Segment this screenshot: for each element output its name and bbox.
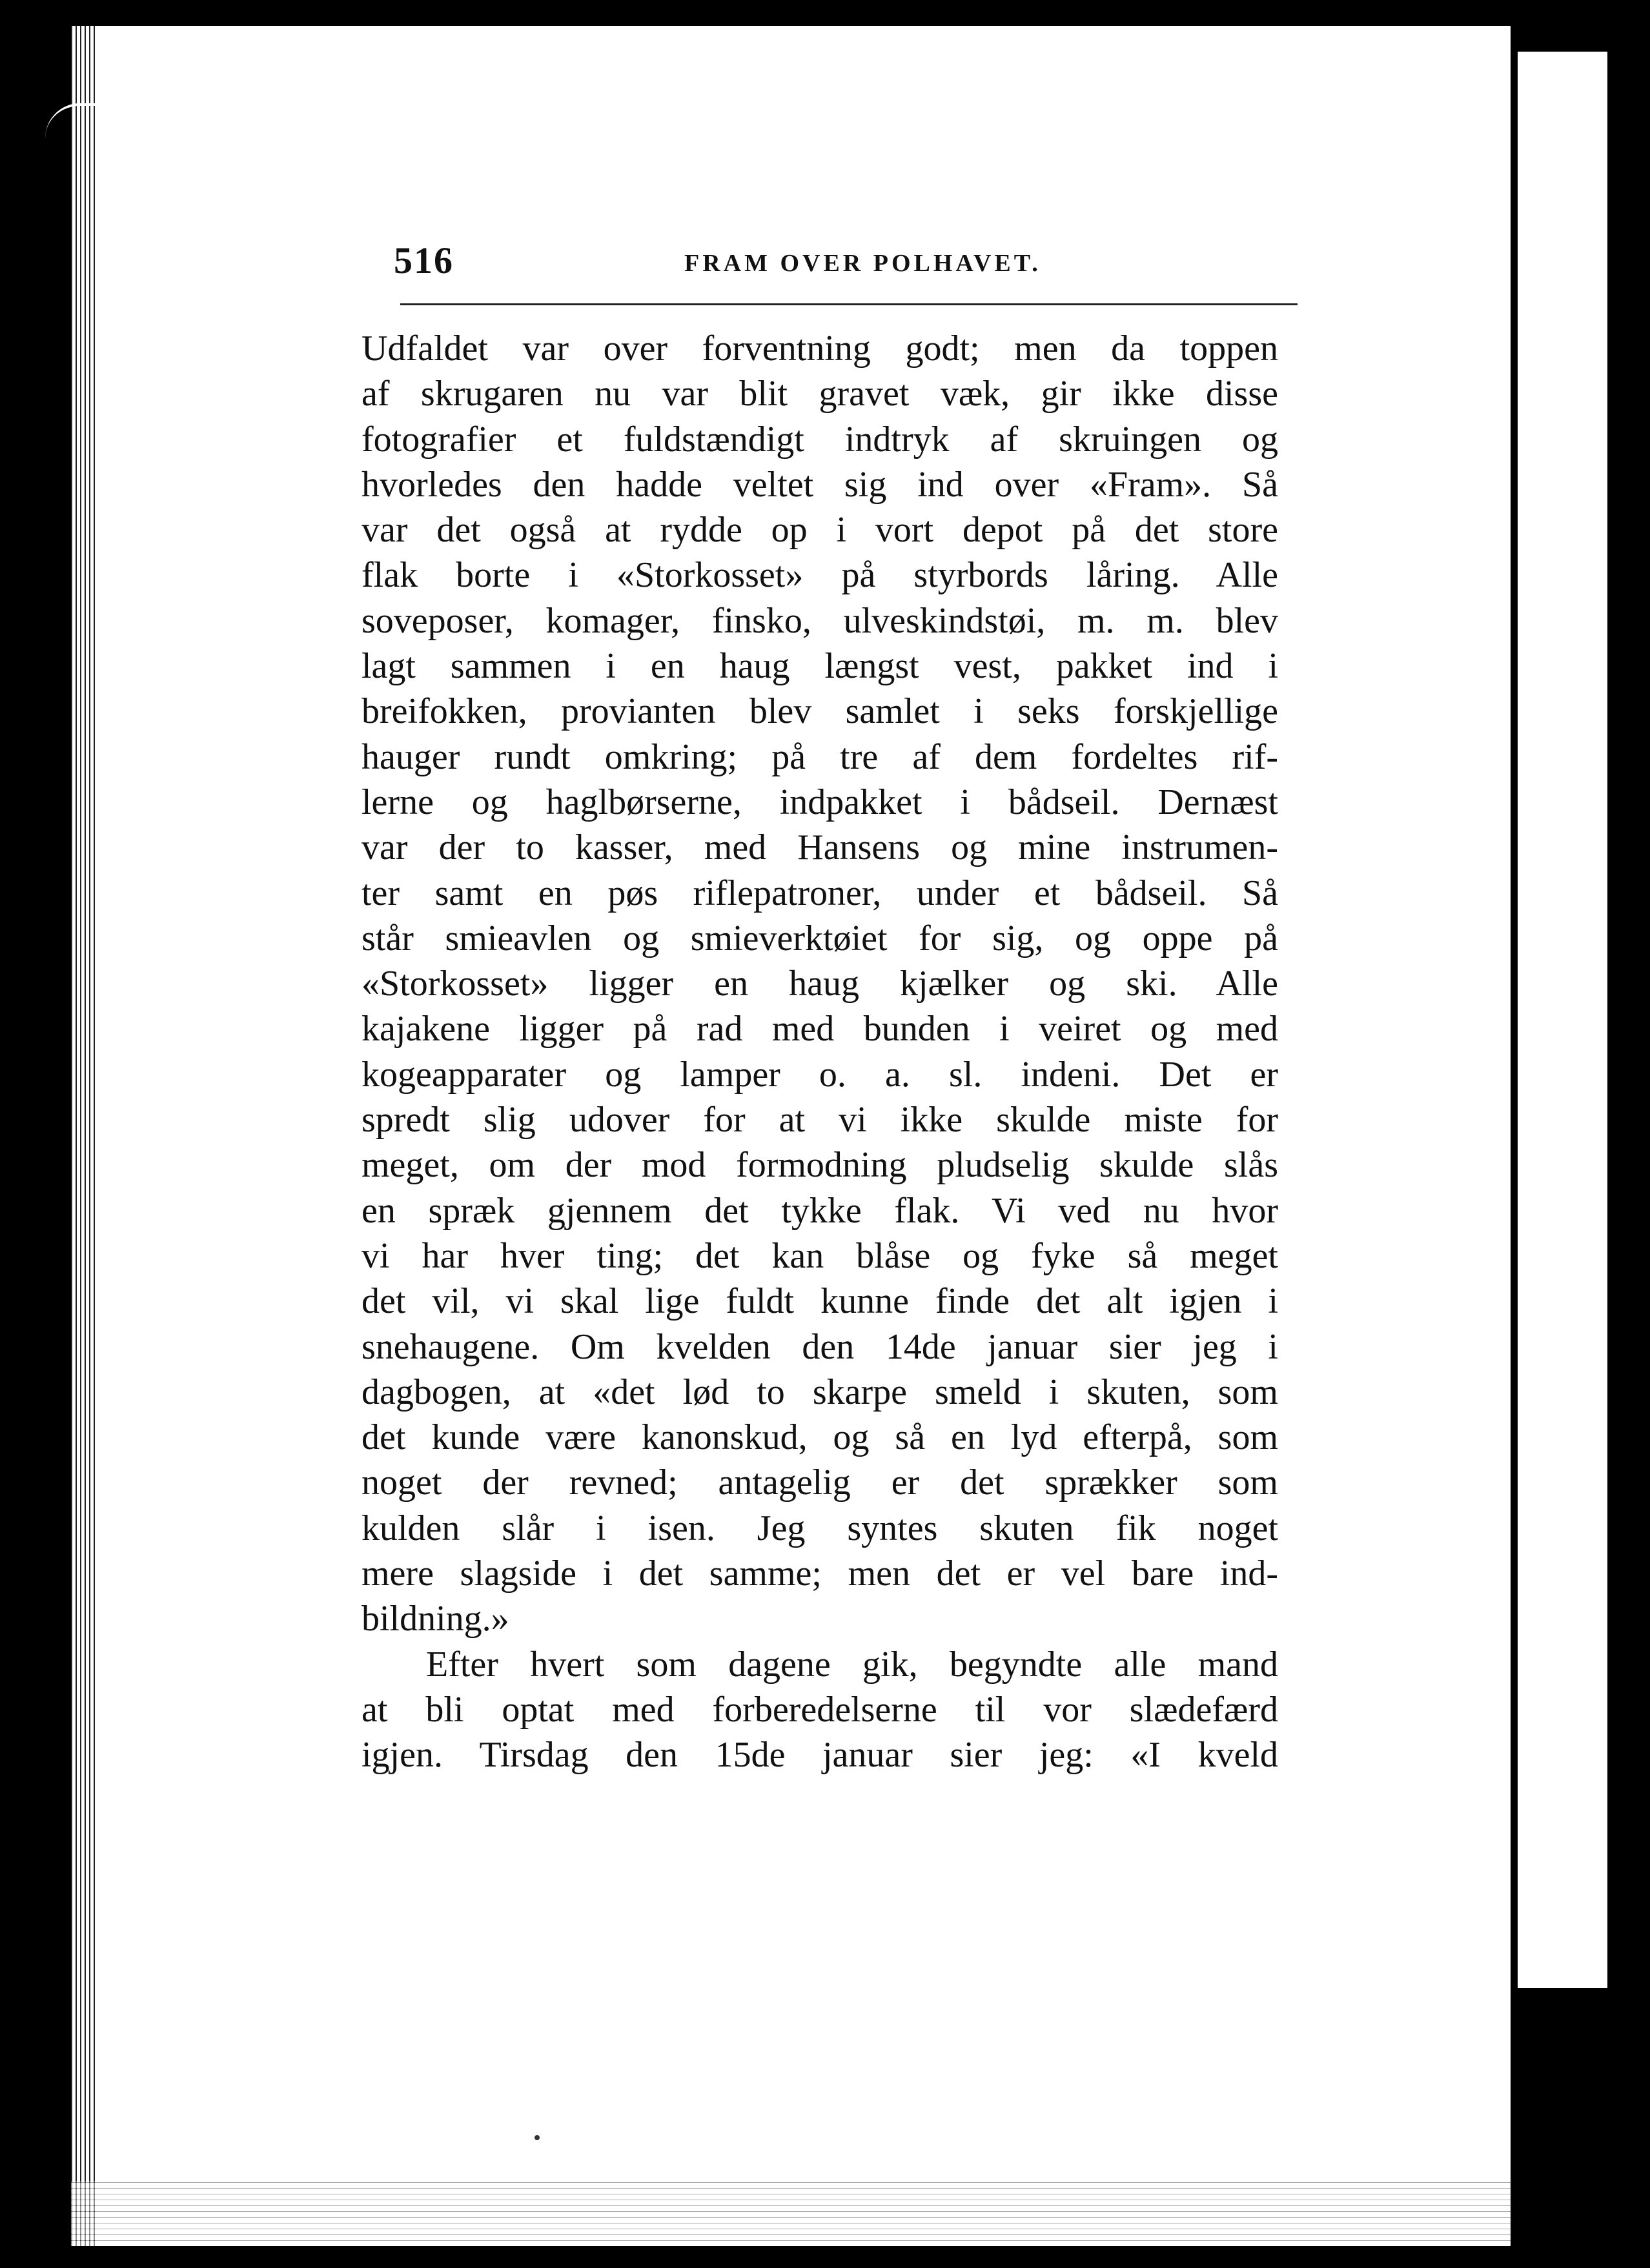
page-divider-line bbox=[1514, 52, 1518, 1988]
text-line: «Storkosset» ligger en haug kjælker og ski. Alle bbox=[362, 964, 1278, 1004]
text-line: Efter hvert som dagene gik, begyndte alle mand bbox=[426, 1644, 1278, 1685]
page-stack-edge bbox=[71, 26, 97, 2246]
text-line: hvorledes den hadde veltet sig ind over «Fram». Så bbox=[362, 464, 1278, 505]
text-line: var der to kasser, med Hansens og mine instrumen- bbox=[362, 827, 1278, 868]
page-bottom-edge bbox=[71, 2182, 1511, 2246]
text-line: meget, om der mod formodning pludselig skulde slås bbox=[362, 1145, 1278, 1186]
text-line: dagbogen, at «det lød to skarpe smeld i skuten, som bbox=[362, 1372, 1278, 1412]
text-line: flak borte i «Storkosset» på styrbords låring. Alle bbox=[362, 555, 1278, 596]
text-line: en spræk gjennem det tykke flak. Vi ved nu hvor bbox=[362, 1190, 1278, 1231]
text-line: kogeapparater og lamper o. a. sl. indeni. Det er bbox=[362, 1054, 1278, 1095]
text-line: breifokken, provianten blev samlet i seks forskjellige bbox=[362, 691, 1278, 732]
text-line: spredt slig udover for at vi ikke skulde miste for bbox=[362, 1100, 1278, 1140]
text-line: lerne og haglbørserne, indpakket i bådseil. Dernæst bbox=[362, 782, 1278, 822]
text-line: hauger rundt omkring; på tre af dem fordeltes rif- bbox=[362, 736, 1278, 777]
text-line: Udfaldet var over forventning godt; men da toppen bbox=[362, 329, 1278, 369]
text-line: soveposer, komager, finsko, ulveskindstøi, m. m. blev bbox=[362, 600, 1278, 641]
text-line: lagt sammen i en haug længst vest, pakket ind i bbox=[362, 646, 1278, 687]
text-line: igjen. Tirsdag den 15de januar sier jeg: «I kveld bbox=[362, 1735, 1278, 1776]
text-line: det vil, vi skal lige fuldt kunne finde det alt igjen i bbox=[362, 1281, 1278, 1322]
header-rule bbox=[400, 303, 1298, 305]
text-line: snehaugene. Om kvelden den 14de januar sier jeg i bbox=[362, 1326, 1278, 1367]
facing-page-strip bbox=[1517, 52, 1607, 1988]
text-line: af skrugaren nu var blit gravet væk, gir ikke disse bbox=[362, 374, 1278, 414]
text-line: ter samt en pøs riflepatroner, under et bådseil. Så bbox=[362, 873, 1278, 913]
text-line: står smieavlen og smieverktøiet for sig, og oppe på bbox=[362, 918, 1278, 958]
text-line: kulden slår i isen. Jeg syntes skuten fik noget bbox=[362, 1508, 1278, 1548]
text-line: var det også at rydde op i vort depot på det store bbox=[362, 510, 1278, 551]
page-number: 516 bbox=[394, 239, 454, 281]
running-title: FRAM OVER POLHAVET. bbox=[684, 250, 1041, 277]
text-line: at bli optat med forberedelserne til vor slædefærd bbox=[362, 1689, 1278, 1730]
text-line: mere slagside i det samme; men det er vel bare ind- bbox=[362, 1554, 1278, 1594]
body-text bbox=[362, 326, 1278, 1778]
ink-speck bbox=[535, 2135, 540, 2140]
text-line: bildning.» bbox=[362, 1599, 509, 1639]
scan-artifact bbox=[45, 103, 116, 138]
text-line: kajakene ligger på rad med bunden i veiret og med bbox=[362, 1009, 1278, 1049]
text-line: noget der revned; antagelig er det sprækker som bbox=[362, 1463, 1278, 1503]
text-line: fotografier et fuldstændigt indtryk af skruingen og bbox=[362, 419, 1278, 460]
text-line: vi har hver ting; det kan blåse og fyke så meget bbox=[362, 1235, 1278, 1276]
text-line: det kunde være kanonskud, og så en lyd efterpå, som bbox=[362, 1417, 1278, 1458]
